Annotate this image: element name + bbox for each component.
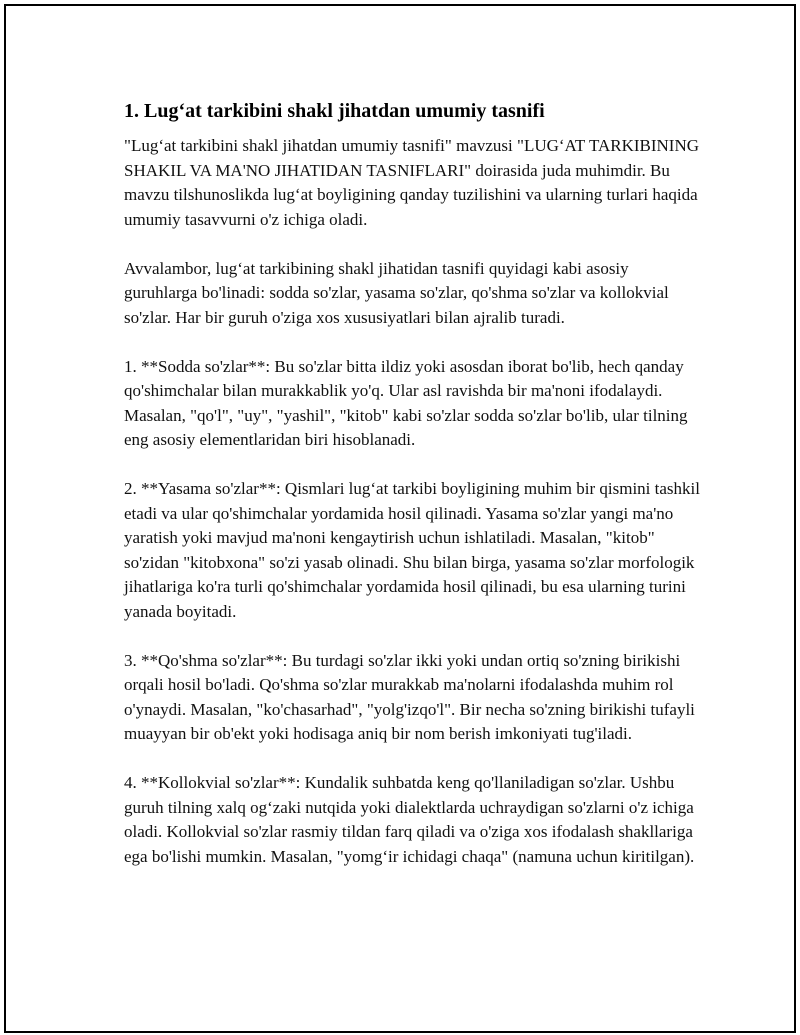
- paragraph-compound-words: 3. **Qo'shma so'zlar**: Bu turdagi so'zlar ikki yoki undan ortiq so'zning birikishi orqali hosil bo'ladi. Qo'shma so'zlar murakkab ma'nolarni ifodalashda muhim rol o'ynaydi. Masalan, "ko'chasarhad", "yolg'izqo'l". Bir necha so'zning birikishi tufayli muayyan bir ob'ekt yoki hodisaga aniq bir nom berish imkoniyati tug'iladi.: [124, 650, 695, 743]
- document-page: [4, 4, 796, 1033]
- paragraph-overview: Avvalambor, lug‘at tarkibining shakl jihatidan tasnifi quyidagi kabi asosiy guruhlarga bo'linadi: sodda so'zlar, yasama so'zlar, qo'shma so'zlar va kollokvial so'zlar. Har bir guruh o'ziga xos xususiyatlari bilan ajralib turadi.: [124, 258, 669, 327]
- paragraph-intro: "Lug‘at tarkibini shakl jihatdan umumiy tasnifi" mavzusi "LUG‘AT TARKIBINING SHAKIL VA MA'NO JIHATIDAN TASNIFLARI" doirasida juda muhimdir. Bu mavzu tilshunoslikda lug‘at boyligining qanday tuzilishini va ularning turlari haqida umumiy tasavvurni o'z ichiga oladi.: [124, 136, 700, 229]
- paragraph-derived-words: 2. **Yasama so'zlar**: Qismlari lug‘at tarkibi boyligining muhim bir qismini tashkil etadi va ular qo'shimchalar yordamida hosil qilinadi. Yasama so'zlar yangi ma'no yaratish yoki mavjud ma'noni kengaytirish uchun ishlatiladi. Masalan, "kitob" so'zidan "kitobxona" so'zi yasab olinadi. Shu bilan birga, yasama so'zlar morfologik jihatlariga ko'ra turli qo'shimchalar yordamida hosil qilinadi, bu esa ularning turini yanada boyitadi.: [124, 479, 700, 621]
- paragraph-colloquial-words: 4. **Kollokvial so'zlar**: Kundalik suhbatda keng qo'llaniladigan so'zlar. Ushbu guruh tilning xalq og‘zaki nutqida yoki dialektlarda uchraydigan so'zlarni o'z ichiga oladi. Kollokvial so'zlar rasmiy tildan farq qiladi va o'ziga xos ifodalash shakllariga ega bo'lishi mumkin. Masalan, "yomg‘ir ichidagi chaqa" (namuna uchun kiritilgan).: [124, 773, 695, 866]
- document-body: [124, 97, 704, 894]
- paragraph-simple-words: 1. **Sodda so'zlar**: Bu so'zlar bitta ildiz yoki asosdan iborat bo'lib, hech qanday qo'shimchalar bilan murakkablik yo'q. Ular asl ravishda bir ma'noni ifodalaydi. Masalan, "qo'l", "uy", "yashil", "kitob" kabi so'zlar sodda so'zlar bo'lib, ular tilning eng asosiy elementlaridan biri hisoblanadi.: [124, 356, 688, 449]
- document-title: 1. Lug‘at tarkibini shakl jihatdan umumiy tasnifi: [124, 100, 545, 122]
